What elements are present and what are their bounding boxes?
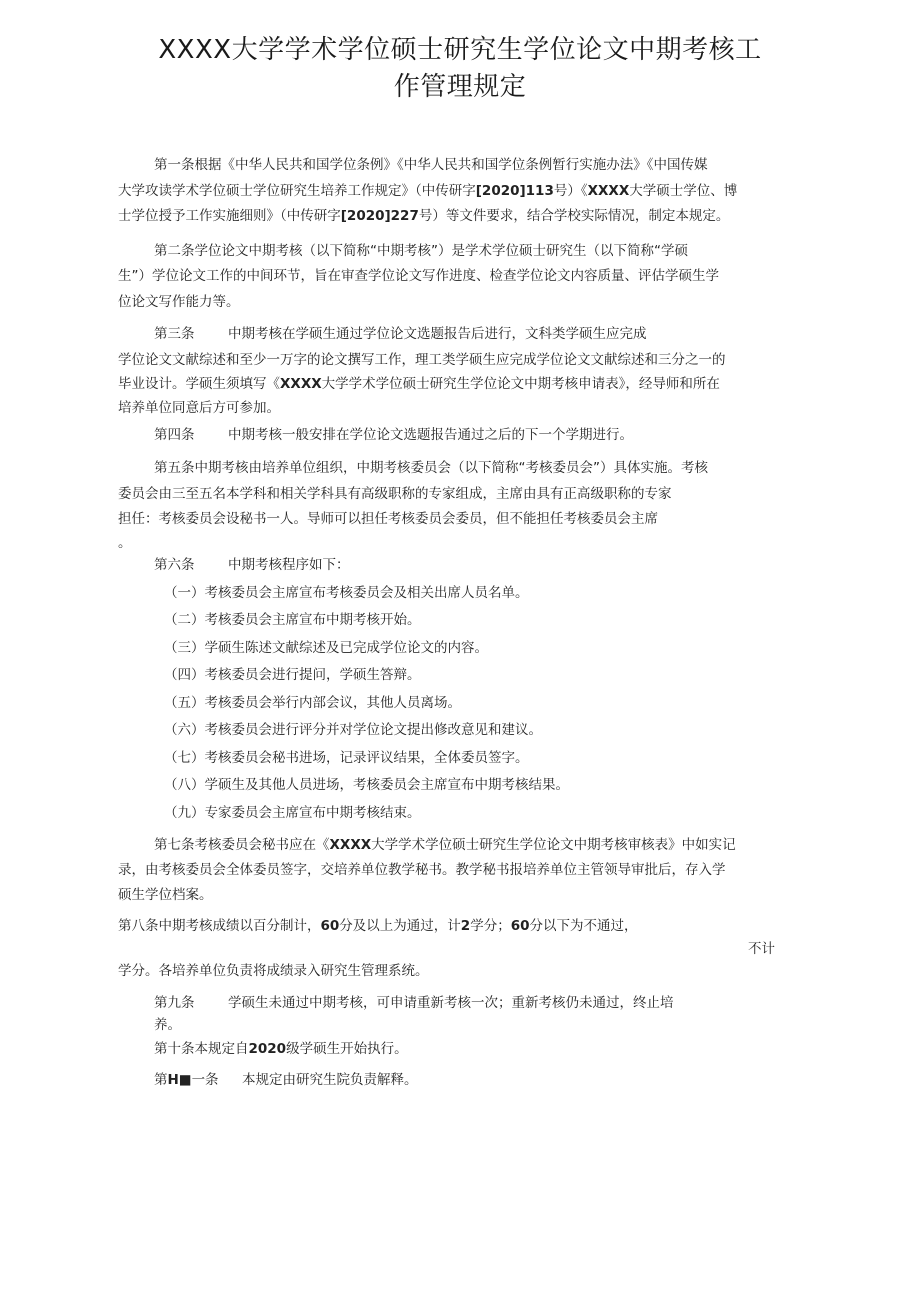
- article-7-line-1: 第七条考核委员会秘书应在《XXXX大学学术学位硕士研究生学位论文中期考核审核表》中如实记: [154, 837, 736, 853]
- article-11-text: 本规定由研究生院负责解释。: [242, 1072, 418, 1088]
- article-6-label: 第六条: [154, 557, 195, 573]
- procedure-item-1: （一）考核委员会主席宣布考核委员会及相关出席人员名单。: [164, 585, 529, 601]
- article-5-line-1: 第五条中期考核由培养单位组织，中期考核委员会（以下简称“考核委员会”）具体实施。考核: [154, 460, 708, 476]
- procedure-item-2: （二）考核委员会主席宣布中期考核开始。: [164, 612, 421, 628]
- article-1-line-2: 大学攻读学术学位硕士学位研究生培养工作规定》（中传研字[2020]113号）《XXXX大学硕士学位、博: [118, 183, 738, 199]
- article-8-line-1: 第八条中期考核成绩以百分制计，60分及以上为通过，计2学分；60分以下为不通过，: [118, 918, 638, 934]
- procedure-item-4: （四）考核委员会进行提问，学硕生答辩。: [164, 667, 421, 683]
- title-line-2: 作管理规定: [393, 72, 527, 102]
- article-3-line-1: 中期考核在学硕生通过学位论文选题报告后进行，文科类学硕生应完成: [228, 326, 647, 342]
- article-5-line-2: 委员会由三至五名本学科和相关学科具有高级职称的专家组成，主席由具有正高级职称的专家: [118, 486, 672, 502]
- article-4-label: 第四条: [154, 427, 195, 443]
- article-1-line-3: 士学位授予工作实施细则》（中传研字[2020]227号）等文件要求，结合学校实际情况，制定本规定。: [118, 208, 730, 224]
- article-3-label: 第三条: [154, 326, 195, 342]
- article-7-line-3: 硕生学位档案。: [118, 887, 213, 903]
- procedure-item-9: （九）专家委员会主席宣布中期考核结束。: [164, 805, 421, 821]
- article-9-label: 第九条: [154, 995, 195, 1011]
- procedure-item-8: （八）学硕生及其他人员进场，考核委员会主席宣布中期考核结果。: [164, 777, 569, 793]
- procedure-item-6: （六）考核委员会进行评分并对学位论文提出修改意见和建议。: [164, 722, 542, 738]
- article-9-line-1: 学硕生未通过中期考核，可申请重新考核一次；重新考核仍未通过，终止培: [228, 995, 674, 1011]
- article-4-text: 中期考核一般安排在学位论文选题报告通过之后的下一个学期进行。: [228, 427, 633, 443]
- article-5-line-3: 担任：考核委员会设秘书一人。导师可以担任考核委员会委员，但不能担任考核委员会主席: [118, 511, 658, 527]
- article-7-line-2: 录，由考核委员会全体委员签字，交培养单位教学秘书。教学秘书报培养单位主管领导审批后，存入学: [118, 862, 726, 878]
- article-8-line-3: 学分。各培养单位负责将成绩录入研究生管理系统。: [118, 963, 429, 979]
- article-8-line-2: 不计: [748, 941, 775, 957]
- article-1-line-1: 第一条根据《中华人民共和国学位条例》《中华人民共和国学位条例暂行实施办法》《中国传媒: [154, 157, 708, 173]
- article-2-line-3: 位论文写作能力等。: [118, 294, 240, 310]
- procedure-item-7: （七）考核委员会秘书进场，记录评议结果，全体委员签字。: [164, 750, 529, 766]
- article-3-line-3: 毕业设计。学硕生须填写《XXXX大学学术学位硕士研究生学位论文中期考核申请表》，经导师和所在: [118, 376, 720, 392]
- title-line-1: XXXX大学学术学位硕士研究生学位论文中期考核工: [158, 35, 762, 65]
- article-2-line-2: 生”）学位论文工作的中间环节，旨在审查学位论文写作进度、检查学位论文内容质量、评估学硕生学: [118, 268, 719, 284]
- article-10-line-1: 第十条本规定自2020级学硕生开始执行。: [154, 1041, 408, 1057]
- procedure-item-5: （五）考核委员会举行内部会议，其他人员离场。: [164, 695, 461, 711]
- article-3-line-4: 培养单位同意后方可参加。: [118, 400, 280, 416]
- article-3-line-2: 学位论文文献综述和至少一万字的论文撰写工作，理工类学硕生应完成学位论文文献综述和三分之一的: [118, 352, 726, 368]
- article-2-line-1: 第二条学位论文中期考核（以下简称“中期考核”）是学术学位硕士研究生（以下简称“学硕: [154, 243, 688, 259]
- article-5-line-4: 。: [118, 535, 132, 551]
- procedure-item-3: （三）学硕生陈述文献综述及已完成学位论文的内容。: [164, 640, 488, 656]
- article-6-text: 中期考核程序如下：: [228, 557, 350, 573]
- article-9-line-2: 养。: [154, 1017, 181, 1033]
- article-11-label: 第H■一条: [154, 1072, 219, 1088]
- document-title: [100, 32, 820, 106]
